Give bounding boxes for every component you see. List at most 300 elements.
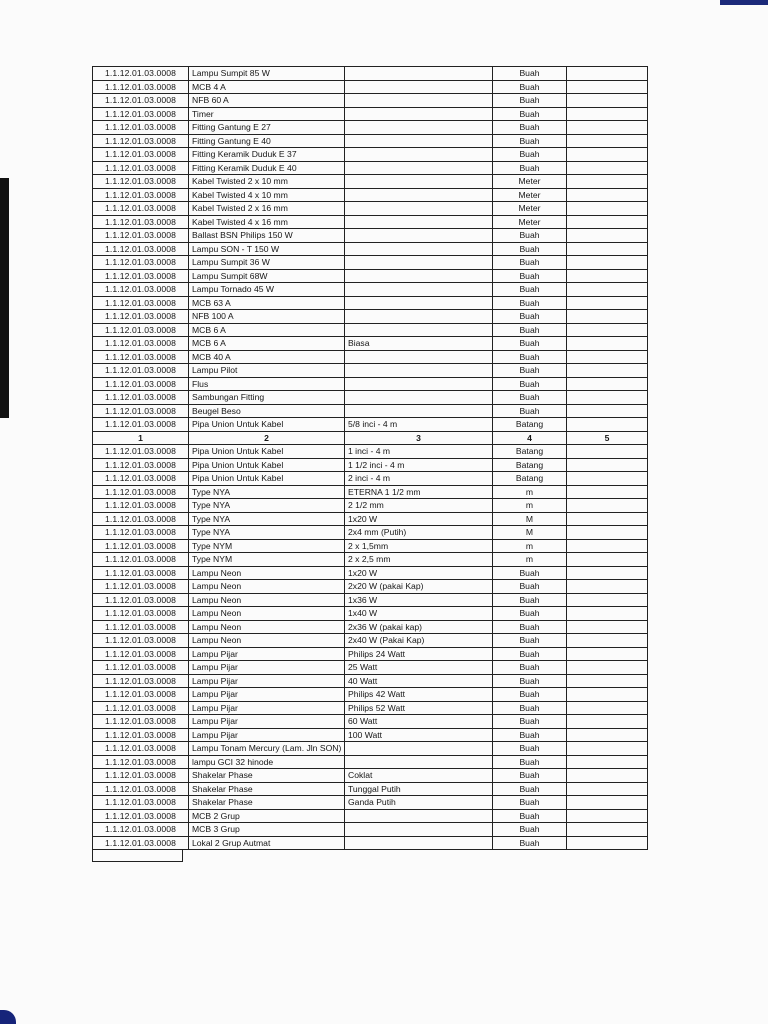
item-name-cell: MCB 4 A <box>189 80 345 94</box>
item-name-cell: Lampu Neon <box>189 634 345 648</box>
item-extra-cell <box>567 647 648 661</box>
item-spec-cell: 1x40 W <box>345 607 493 621</box>
item-name-cell: Type NYM <box>189 539 345 553</box>
item-spec-cell: Tunggal Putih <box>345 782 493 796</box>
item-unit-cell: Buah <box>493 269 567 283</box>
item-name-cell: Pipa Union Untuk Kabel <box>189 458 345 472</box>
item-name-cell: NFB 100 A <box>189 310 345 324</box>
item-code-cell: 1.1.12.01.03.0008 <box>93 674 189 688</box>
item-extra-cell <box>567 485 648 499</box>
item-name-cell: Shakelar Phase <box>189 769 345 783</box>
item-unit-cell: Buah <box>493 728 567 742</box>
item-spec-cell <box>345 269 493 283</box>
item-code-cell: 1.1.12.01.03.0008 <box>93 161 189 175</box>
item-name-cell: Fitting Keramik Duduk E 40 <box>189 161 345 175</box>
table-row <box>93 80 648 94</box>
item-extra-cell <box>567 715 648 729</box>
item-extra-cell <box>567 458 648 472</box>
item-unit-cell: Buah <box>493 674 567 688</box>
item-spec-cell <box>345 755 493 769</box>
item-code-cell: 1.1.12.01.03.0008 <box>93 701 189 715</box>
item-unit-cell: Buah <box>493 67 567 81</box>
item-name-cell: Kabel Twisted 4 x 16 mm <box>189 215 345 229</box>
item-name-cell: Kabel Twisted 4 x 10 mm <box>189 188 345 202</box>
table-row <box>93 742 648 756</box>
item-unit-cell: Buah <box>493 607 567 621</box>
item-name-cell: Lampu Pijar <box>189 688 345 702</box>
item-extra-cell <box>567 526 648 540</box>
item-code-cell: 1.1.12.01.03.0008 <box>93 458 189 472</box>
item-code-cell: 1.1.12.01.03.0008 <box>93 809 189 823</box>
table-row <box>93 566 648 580</box>
item-spec-cell <box>345 742 493 756</box>
item-name-cell: Lampu Neon <box>189 620 345 634</box>
item-name-cell: Type NYA <box>189 512 345 526</box>
item-unit-cell: Buah <box>493 80 567 94</box>
item-unit-cell: m <box>493 499 567 513</box>
table-row <box>93 809 648 823</box>
table-row <box>93 229 648 243</box>
item-spec-cell: Ganda Putih <box>345 796 493 810</box>
item-name-cell: Lampu Neon <box>189 607 345 621</box>
item-unit-cell: m <box>493 553 567 567</box>
item-code-cell: 1.1.12.01.03.0008 <box>93 404 189 418</box>
item-extra-cell <box>567 283 648 297</box>
item-name-cell: Type NYM <box>189 553 345 567</box>
item-unit-cell: Buah <box>493 634 567 648</box>
item-code-cell: 1.1.12.01.03.0008 <box>93 256 189 270</box>
table-row <box>93 512 648 526</box>
item-spec-cell: 2x20 W (pakai Kap) <box>345 580 493 594</box>
item-unit-cell: Buah <box>493 769 567 783</box>
item-spec-cell <box>345 107 493 121</box>
table-row <box>93 823 648 837</box>
item-extra-cell <box>567 134 648 148</box>
item-code-cell: 1.1.12.01.03.0008 <box>93 593 189 607</box>
table-row <box>93 202 648 216</box>
item-spec-cell <box>345 323 493 337</box>
table-row <box>93 67 648 81</box>
item-spec-cell: 100 Watt <box>345 728 493 742</box>
item-unit-cell: Batang <box>493 445 567 459</box>
table-row <box>93 310 648 324</box>
item-name-cell: Type NYA <box>189 485 345 499</box>
item-code-cell: 1.1.12.01.03.0008 <box>93 755 189 769</box>
item-unit-cell: Buah <box>493 823 567 837</box>
item-name-cell: MCB 6 A <box>189 337 345 351</box>
item-spec-cell <box>345 188 493 202</box>
item-unit-cell: Buah <box>493 688 567 702</box>
item-code-cell: 1.1.12.01.03.0008 <box>93 418 189 432</box>
item-unit-cell: Batang <box>493 472 567 486</box>
item-name-cell: Lampu Tornado 45 W <box>189 283 345 297</box>
item-extra-cell <box>567 499 648 513</box>
item-extra-cell <box>567 539 648 553</box>
item-name-cell: Lampu Neon <box>189 593 345 607</box>
item-spec-cell: 2x40 W (Pakai Kap) <box>345 634 493 648</box>
item-unit-cell: Buah <box>493 580 567 594</box>
item-unit-cell: Buah <box>493 337 567 351</box>
item-unit-cell: Buah <box>493 350 567 364</box>
item-spec-cell <box>345 121 493 135</box>
item-spec-cell <box>345 256 493 270</box>
item-code-cell: 1.1.12.01.03.0008 <box>93 647 189 661</box>
item-unit-cell: Buah <box>493 647 567 661</box>
table-row <box>93 769 648 783</box>
item-code-cell: 1.1.12.01.03.0008 <box>93 634 189 648</box>
item-extra-cell <box>567 377 648 391</box>
table-row <box>93 782 648 796</box>
item-name-cell: Fitting Gantung E 27 <box>189 121 345 135</box>
item-name-cell: Kabel Twisted 2 x 10 mm <box>189 175 345 189</box>
item-code-cell: 1.1.12.01.03.0008 <box>93 202 189 216</box>
table-row <box>93 404 648 418</box>
item-unit-cell: Buah <box>493 283 567 297</box>
item-code-cell: 1.1.12.01.03.0008 <box>93 512 189 526</box>
item-extra-cell <box>567 620 648 634</box>
item-spec-cell: 1x20 W <box>345 566 493 580</box>
item-extra-cell <box>567 593 648 607</box>
item-name-cell: Lampu Pijar <box>189 728 345 742</box>
table-row <box>93 634 648 648</box>
table-row <box>93 242 648 256</box>
item-unit-cell: Buah <box>493 256 567 270</box>
item-extra-cell <box>567 148 648 162</box>
item-name-cell: MCB 6 A <box>189 323 345 337</box>
column-number-row <box>93 431 648 445</box>
item-name-cell: Lokal 2 Grup Autmat <box>189 836 345 850</box>
item-extra-cell <box>567 661 648 675</box>
inventory-table-body <box>93 67 648 850</box>
item-unit-cell: Buah <box>493 364 567 378</box>
item-name-cell: Lampu Sumpit 68W <box>189 269 345 283</box>
item-unit-cell: Buah <box>493 755 567 769</box>
item-extra-cell <box>567 67 648 81</box>
item-unit-cell: Buah <box>493 148 567 162</box>
item-unit-cell: Buah <box>493 121 567 135</box>
item-unit-cell: Buah <box>493 715 567 729</box>
item-code-cell: 1.1.12.01.03.0008 <box>93 823 189 837</box>
inventory-table <box>92 66 648 850</box>
item-spec-cell: Biasa <box>345 337 493 351</box>
item-unit-cell: m <box>493 485 567 499</box>
item-name-cell: Pipa Union Untuk Kabel <box>189 472 345 486</box>
item-extra-cell <box>567 674 648 688</box>
item-code-cell: 1.1.12.01.03.0008 <box>93 580 189 594</box>
table-row <box>93 337 648 351</box>
item-spec-cell: 1 1/2 inci - 4 m <box>345 458 493 472</box>
item-spec-cell <box>345 229 493 243</box>
item-extra-cell <box>567 823 648 837</box>
table-row <box>93 701 648 715</box>
item-name-cell: Type NYA <box>189 499 345 513</box>
table-row <box>93 148 648 162</box>
item-code-cell: 1.1.12.01.03.0008 <box>93 553 189 567</box>
item-unit-cell: Buah <box>493 377 567 391</box>
item-spec-cell <box>345 202 493 216</box>
item-extra-cell <box>567 472 648 486</box>
table-row <box>93 445 648 459</box>
item-name-cell: Kabel Twisted 2 x 16 mm <box>189 202 345 216</box>
item-extra-cell <box>567 701 648 715</box>
table-row <box>93 688 648 702</box>
item-unit-cell: Buah <box>493 242 567 256</box>
item-code-cell: 1.1.12.01.03.0008 <box>93 269 189 283</box>
table-row <box>93 661 648 675</box>
table-row <box>93 499 648 513</box>
item-spec-cell: 25 Watt <box>345 661 493 675</box>
item-spec-cell: 2 1/2 mm <box>345 499 493 513</box>
column-number-3: 3 <box>345 431 493 445</box>
table-row <box>93 323 648 337</box>
item-spec-cell: 2 x 2,5 mm <box>345 553 493 567</box>
item-code-cell: 1.1.12.01.03.0008 <box>93 134 189 148</box>
item-code-cell: 1.1.12.01.03.0008 <box>93 364 189 378</box>
item-code-cell: 1.1.12.01.03.0008 <box>93 94 189 108</box>
item-spec-cell <box>345 242 493 256</box>
item-extra-cell <box>567 728 648 742</box>
item-unit-cell: Buah <box>493 782 567 796</box>
item-name-cell: Flus <box>189 377 345 391</box>
item-unit-cell: Buah <box>493 134 567 148</box>
item-name-cell: Fitting Keramik Duduk E 37 <box>189 148 345 162</box>
item-name-cell: Type NYA <box>189 526 345 540</box>
item-spec-cell <box>345 80 493 94</box>
item-extra-cell <box>567 202 648 216</box>
item-name-cell: Lampu Pijar <box>189 701 345 715</box>
item-spec-cell <box>345 836 493 850</box>
item-name-cell: Lampu Pijar <box>189 674 345 688</box>
item-extra-cell <box>567 553 648 567</box>
table-row <box>93 377 648 391</box>
item-spec-cell <box>345 94 493 108</box>
item-extra-cell <box>567 80 648 94</box>
table-row <box>93 715 648 729</box>
item-name-cell: lampu GCI 32 hinode <box>189 755 345 769</box>
item-extra-cell <box>567 364 648 378</box>
item-code-cell: 1.1.12.01.03.0008 <box>93 445 189 459</box>
item-spec-cell <box>345 215 493 229</box>
table-row <box>93 364 648 378</box>
table-row <box>93 472 648 486</box>
item-spec-cell: Coklat <box>345 769 493 783</box>
item-unit-cell: M <box>493 526 567 540</box>
item-unit-cell: Buah <box>493 836 567 850</box>
item-unit-cell: m <box>493 539 567 553</box>
item-code-cell: 1.1.12.01.03.0008 <box>93 215 189 229</box>
item-code-cell: 1.1.12.01.03.0008 <box>93 80 189 94</box>
item-code-cell: 1.1.12.01.03.0008 <box>93 836 189 850</box>
item-name-cell: Lampu Pijar <box>189 661 345 675</box>
item-spec-cell: Philips 42 Watt <box>345 688 493 702</box>
item-name-cell: NFB 60 A <box>189 94 345 108</box>
item-unit-cell: Meter <box>493 215 567 229</box>
item-code-cell: 1.1.12.01.03.0008 <box>93 472 189 486</box>
item-spec-cell <box>345 161 493 175</box>
item-name-cell: Lampu Sumpit 85 W <box>189 67 345 81</box>
table-row <box>93 580 648 594</box>
table-row <box>93 350 648 364</box>
item-code-cell: 1.1.12.01.03.0008 <box>93 499 189 513</box>
item-name-cell: Lampu Pijar <box>189 647 345 661</box>
item-unit-cell: Meter <box>493 188 567 202</box>
table-row <box>93 755 648 769</box>
item-extra-cell <box>567 188 648 202</box>
table-row <box>93 526 648 540</box>
item-unit-cell: Batang <box>493 418 567 432</box>
item-code-cell: 1.1.12.01.03.0008 <box>93 526 189 540</box>
inventory-sheet <box>92 66 647 862</box>
item-unit-cell: Buah <box>493 107 567 121</box>
scan-edge-left <box>0 178 9 418</box>
table-row <box>93 607 648 621</box>
item-name-cell: Lampu Tonam Mercury (Lam. Jln SON) <box>189 742 345 756</box>
item-code-cell: 1.1.12.01.03.0008 <box>93 782 189 796</box>
item-extra-cell <box>567 688 648 702</box>
item-unit-cell: Meter <box>493 175 567 189</box>
table-row <box>93 553 648 567</box>
item-unit-cell: Buah <box>493 701 567 715</box>
item-spec-cell <box>345 67 493 81</box>
item-spec-cell: 1x20 W <box>345 512 493 526</box>
item-extra-cell <box>567 769 648 783</box>
table-row <box>93 647 648 661</box>
column-number-4: 4 <box>493 431 567 445</box>
item-extra-cell <box>567 796 648 810</box>
item-spec-cell <box>345 377 493 391</box>
column-number-1: 1 <box>93 431 189 445</box>
item-name-cell: MCB 2 Grup <box>189 809 345 823</box>
item-code-cell: 1.1.12.01.03.0008 <box>93 728 189 742</box>
table-row <box>93 485 648 499</box>
item-code-cell: 1.1.12.01.03.0008 <box>93 107 189 121</box>
item-spec-cell: 1x36 W <box>345 593 493 607</box>
item-unit-cell: Buah <box>493 391 567 405</box>
table-row <box>93 418 648 432</box>
item-unit-cell: Buah <box>493 404 567 418</box>
item-extra-cell <box>567 391 648 405</box>
item-spec-cell <box>345 283 493 297</box>
item-extra-cell <box>567 175 648 189</box>
item-spec-cell: 60 Watt <box>345 715 493 729</box>
item-extra-cell <box>567 634 648 648</box>
table-row <box>93 94 648 108</box>
table-row <box>93 391 648 405</box>
table-row <box>93 188 648 202</box>
table-row <box>93 796 648 810</box>
item-unit-cell: Buah <box>493 296 567 310</box>
item-name-cell: Beugel Beso <box>189 404 345 418</box>
column-number-5: 5 <box>567 431 648 445</box>
item-code-cell: 1.1.12.01.03.0008 <box>93 67 189 81</box>
item-extra-cell <box>567 566 648 580</box>
item-extra-cell <box>567 161 648 175</box>
table-row <box>93 269 648 283</box>
table-row <box>93 175 648 189</box>
scan-edge-top-right <box>720 0 768 5</box>
item-name-cell: Shakelar Phase <box>189 796 345 810</box>
item-extra-cell <box>567 269 648 283</box>
item-spec-cell: 5/8 inci - 4 m <box>345 418 493 432</box>
item-extra-cell <box>567 229 648 243</box>
item-code-cell: 1.1.12.01.03.0008 <box>93 188 189 202</box>
item-unit-cell: Buah <box>493 742 567 756</box>
item-spec-cell <box>345 134 493 148</box>
table-row <box>93 458 648 472</box>
item-extra-cell <box>567 809 648 823</box>
item-extra-cell <box>567 580 648 594</box>
item-name-cell: Shakelar Phase <box>189 782 345 796</box>
item-name-cell: Pipa Union Untuk Kabel <box>189 418 345 432</box>
item-spec-cell: 2 x 1,5mm <box>345 539 493 553</box>
item-extra-cell <box>567 755 648 769</box>
column-number-2: 2 <box>189 431 345 445</box>
item-extra-cell <box>567 337 648 351</box>
item-extra-cell <box>567 121 648 135</box>
item-code-cell: 1.1.12.01.03.0008 <box>93 148 189 162</box>
table-row <box>93 161 648 175</box>
item-spec-cell: 2 inci - 4 m <box>345 472 493 486</box>
item-name-cell: Lampu Neon <box>189 566 345 580</box>
item-unit-cell: Buah <box>493 310 567 324</box>
item-extra-cell <box>567 310 648 324</box>
item-unit-cell: M <box>493 512 567 526</box>
item-extra-cell <box>567 404 648 418</box>
item-unit-cell: Buah <box>493 796 567 810</box>
item-name-cell: MCB 63 A <box>189 296 345 310</box>
item-extra-cell <box>567 242 648 256</box>
item-unit-cell: Buah <box>493 661 567 675</box>
item-unit-cell: Meter <box>493 202 567 216</box>
item-extra-cell <box>567 445 648 459</box>
item-spec-cell: ETERNA 1 1/2 mm <box>345 485 493 499</box>
item-extra-cell <box>567 782 648 796</box>
table-row <box>93 593 648 607</box>
item-extra-cell <box>567 94 648 108</box>
table-row <box>93 674 648 688</box>
item-name-cell: Sambungan Fitting <box>189 391 345 405</box>
item-code-cell: 1.1.12.01.03.0008 <box>93 229 189 243</box>
table-tail-cell <box>92 850 183 862</box>
item-spec-cell: Philips 52 Watt <box>345 701 493 715</box>
table-row <box>93 836 648 850</box>
table-row <box>93 296 648 310</box>
item-extra-cell <box>567 256 648 270</box>
item-unit-cell: Buah <box>493 566 567 580</box>
item-code-cell: 1.1.12.01.03.0008 <box>93 539 189 553</box>
item-code-cell: 1.1.12.01.03.0008 <box>93 742 189 756</box>
table-row <box>93 121 648 135</box>
item-unit-cell: Buah <box>493 593 567 607</box>
item-extra-cell <box>567 418 648 432</box>
item-name-cell: MCB 40 A <box>189 350 345 364</box>
item-name-cell: MCB 3 Grup <box>189 823 345 837</box>
table-row <box>93 728 648 742</box>
item-code-cell: 1.1.12.01.03.0008 <box>93 323 189 337</box>
scan-edge-bottom-left <box>0 1010 16 1024</box>
item-name-cell: Timer <box>189 107 345 121</box>
item-code-cell: 1.1.12.01.03.0008 <box>93 337 189 351</box>
item-spec-cell: Philips 24 Watt <box>345 647 493 661</box>
item-spec-cell <box>345 175 493 189</box>
item-code-cell: 1.1.12.01.03.0008 <box>93 607 189 621</box>
table-row <box>93 107 648 121</box>
item-name-cell: Lampu Neon <box>189 580 345 594</box>
item-spec-cell <box>345 391 493 405</box>
table-row <box>93 283 648 297</box>
item-name-cell: Ballast BSN Philips 150 W <box>189 229 345 243</box>
item-code-cell: 1.1.12.01.03.0008 <box>93 688 189 702</box>
